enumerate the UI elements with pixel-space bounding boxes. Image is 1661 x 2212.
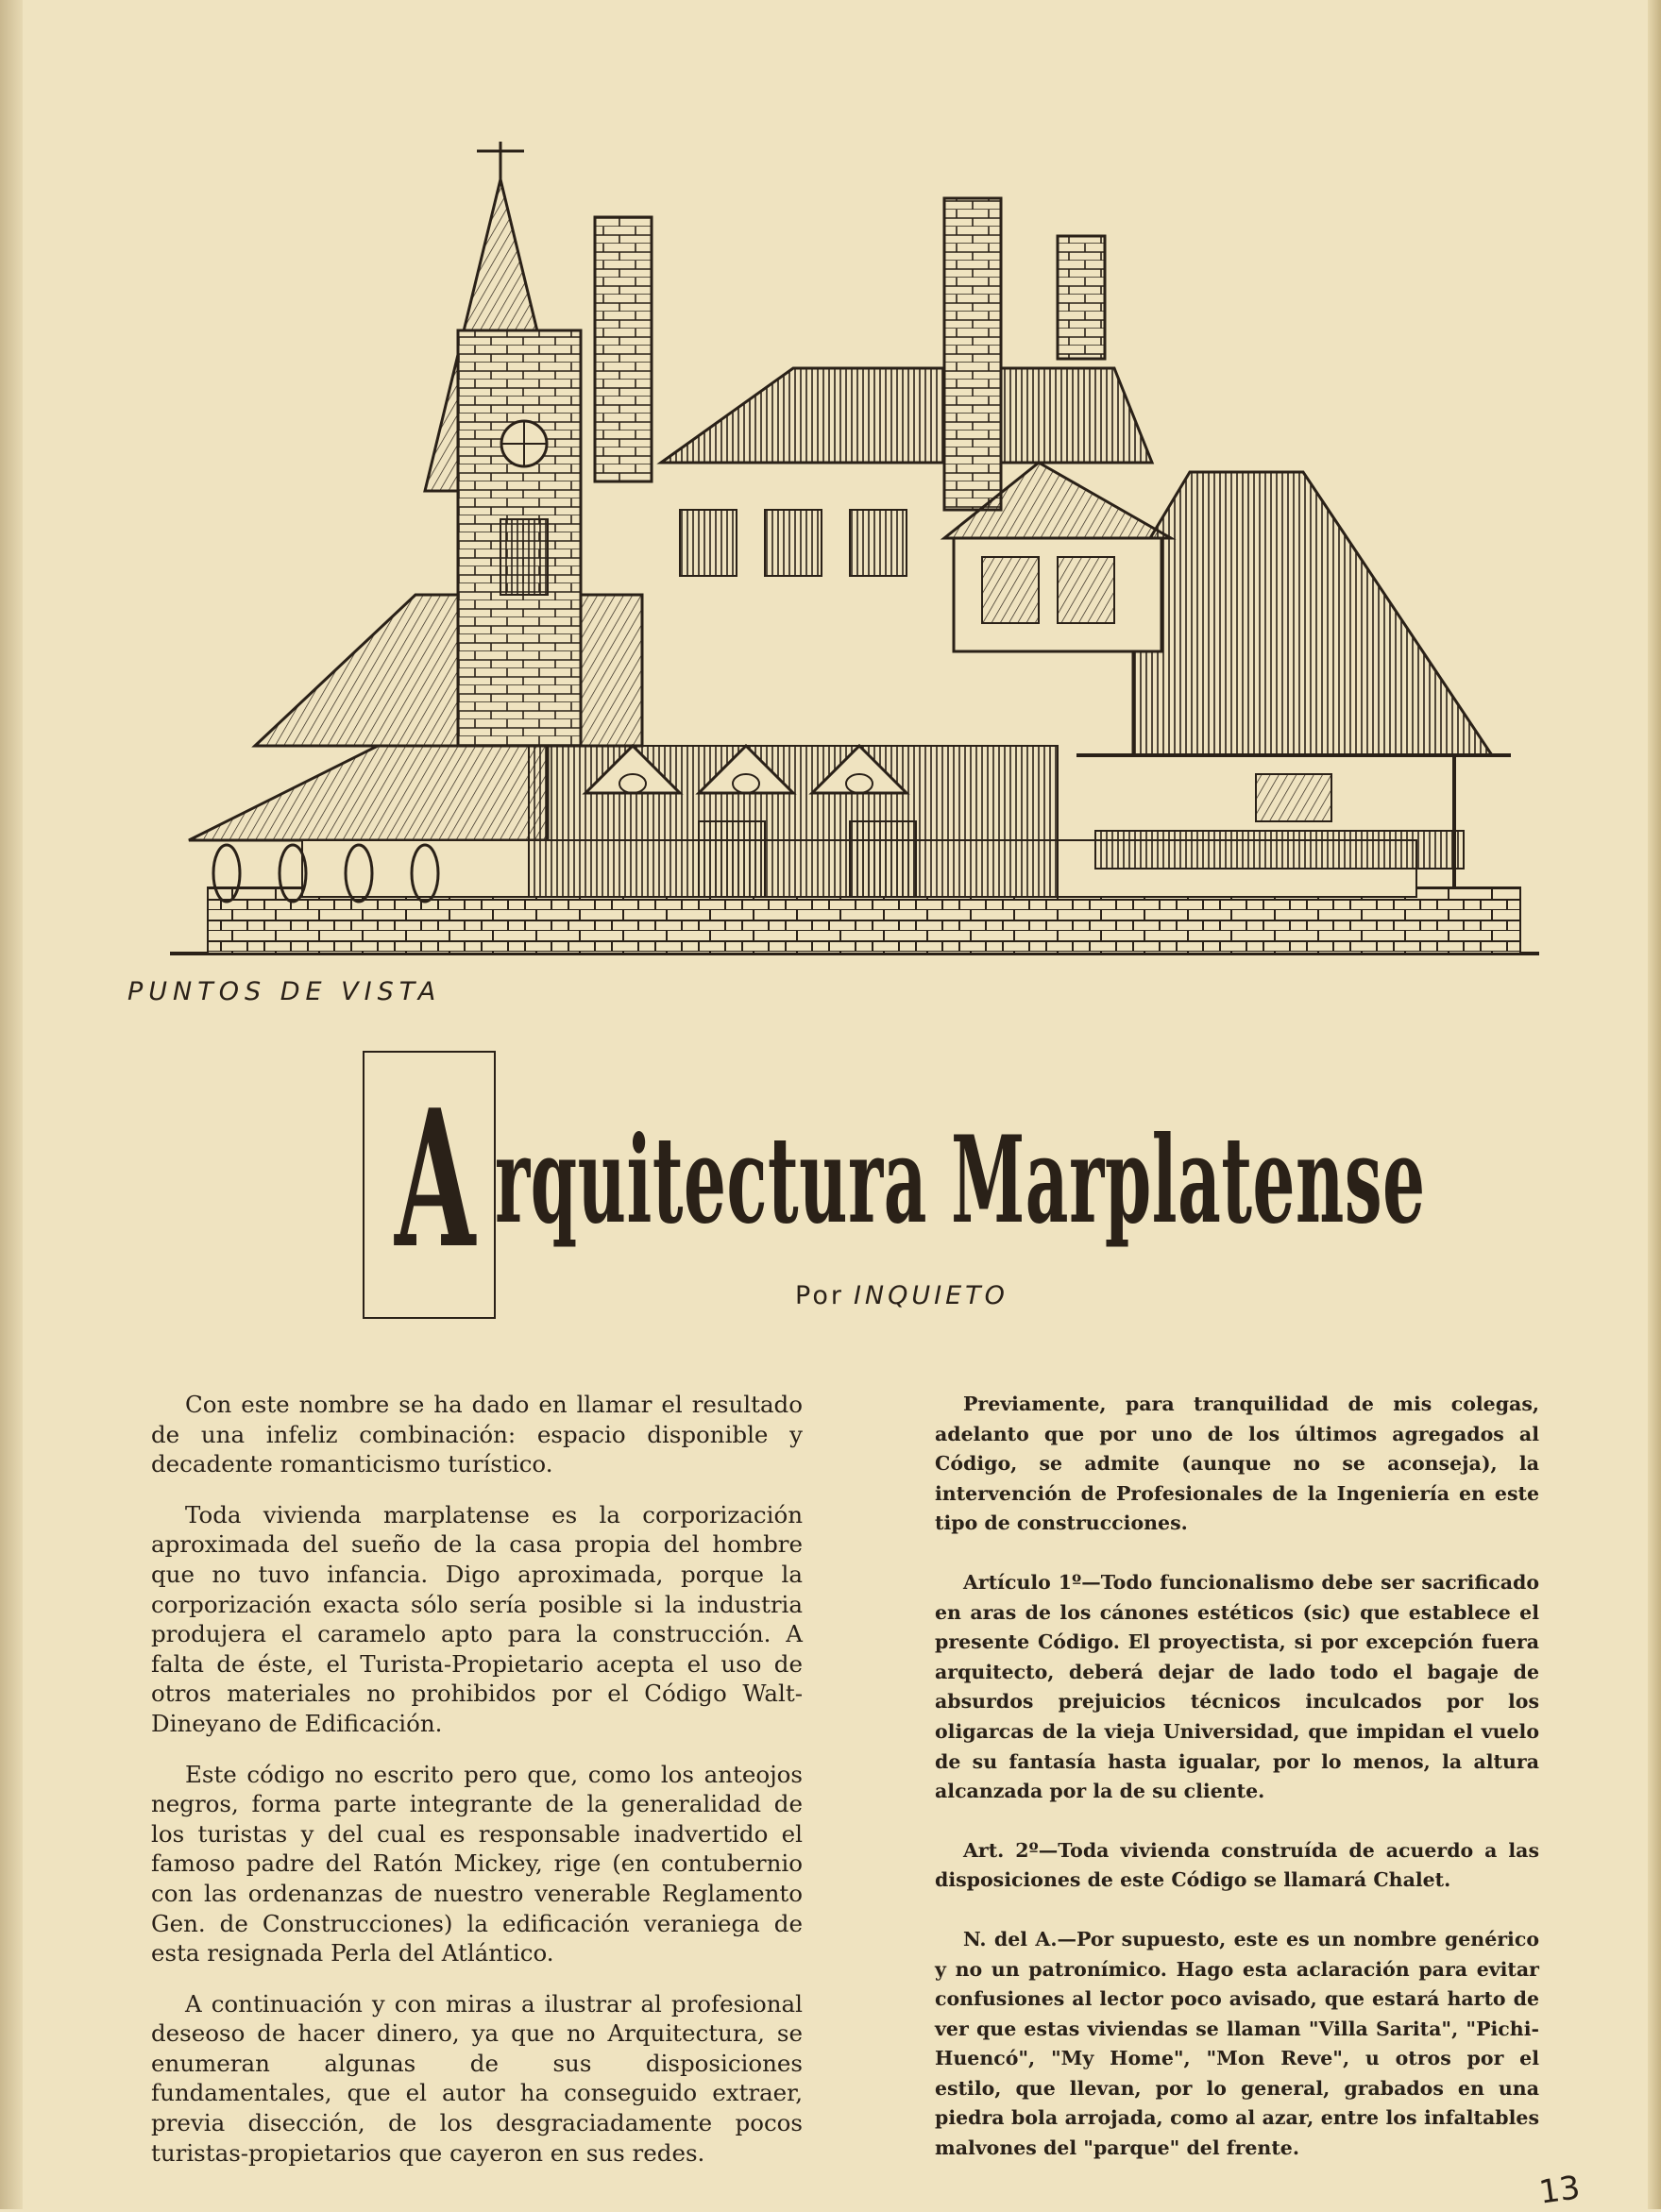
byline (795, 1281, 1008, 1310)
page-number: 13 (1536, 2169, 1583, 2212)
paragraph: N. del A.—Por supuesto, este es un nombre genérico y no un patronímico. Hago esta aclaración para evitar confusiones al lector poco avisado, que estará harto de ver que estas viviendas se llaman "Villa Sarita", "Pichi-Huencó", "My Home", "Mon Reve", u otros por el estilo, que llevan, por lo general, grabados en una piedra bola arrojada, como al azar, entre los infaltables malvones del "parque" del frente. (935, 1927, 1539, 2160)
title-initial: A (395, 1069, 476, 1291)
left-column (151, 1390, 803, 2188)
page-edge (1648, 0, 1661, 2209)
byline-author: INQUIETO (853, 1281, 1008, 1310)
section-label: PUNTOS DE VISTA (127, 977, 442, 1006)
article-title: rquitectura Marplatense (495, 1110, 1426, 1250)
paragraph: Art. 2º—Toda vivienda construída de acuerdo a las disposiciones de este Código se llamará Chalet. (935, 1838, 1539, 1892)
paragraph: Toda vivienda marplatense es la corporización aproximada del sueño de la casa propia del hombre que no tuvo infancia. Digo aproximada, porque la corporización exacta sólo sería posible si la industria produjera el caramelo apto para la construcción. A falta de éste, el Turista-Propietario acepta el uso de otros materiales no prohibidos por el Código Walt-Dineyano de Edificación. (151, 1500, 803, 1737)
paragraph: Este código no escrito pero que, como los anteojos negros, forma parte integrante de la generalidad de los turistas y del cual es responsable inadvertido el famoso padre del Ratón Mickey, rige (en contubernio con las ordenanzas de nuestro venerable Reglamento Gen. de Construcciones) la edificación veraniega de esta resignada Perla del Atlántico. (151, 1760, 803, 1967)
page-gutter (0, 0, 23, 2209)
byline-prefix: Por (795, 1281, 844, 1310)
right-column (935, 1390, 1539, 2193)
paragraph: Previamente, para tranquilidad de mis colegas, adelanto que por uno de los últimos agregados al Código, se admite (aunque no se aconseja), la intervención de Profesionales de la Ingeniería en este tipo de construcciones. (935, 1393, 1539, 1535)
chalet-drawing-icon (170, 142, 1549, 963)
paragraph: A continuación y con miras a ilustrar al profesional deseoso de hacer dinero, ya que no Arquitectura, se enumeran algunas de sus disposiciones fundamentales, que el autor ha conseguido extraer, previa disección, de los desgraciadamente pocos turistas-propietarios que cayeron en sus redes. (151, 1989, 803, 2167)
paragraph: Con este nombre se ha dado en llamar el resultado de una infeliz combinación: espacio disponible y decadente romanticismo turístico. (151, 1391, 803, 1478)
paragraph: Artículo 1º—Todo funcionalismo debe ser sacrificado en aras de los cánones estéticos (sic) que establece el presente Código. El proyectista, si por excepción fuera arquitecto, deberá dejar de lado todo el bagaje de absurdos prejuicios técnicos inculcados por los oligarcas de la vieja Universidad, que impidan el vuelo de su fantasía hasta igualar, por lo menos, la altura alcanzada por la de su cliente. (935, 1570, 1539, 1803)
